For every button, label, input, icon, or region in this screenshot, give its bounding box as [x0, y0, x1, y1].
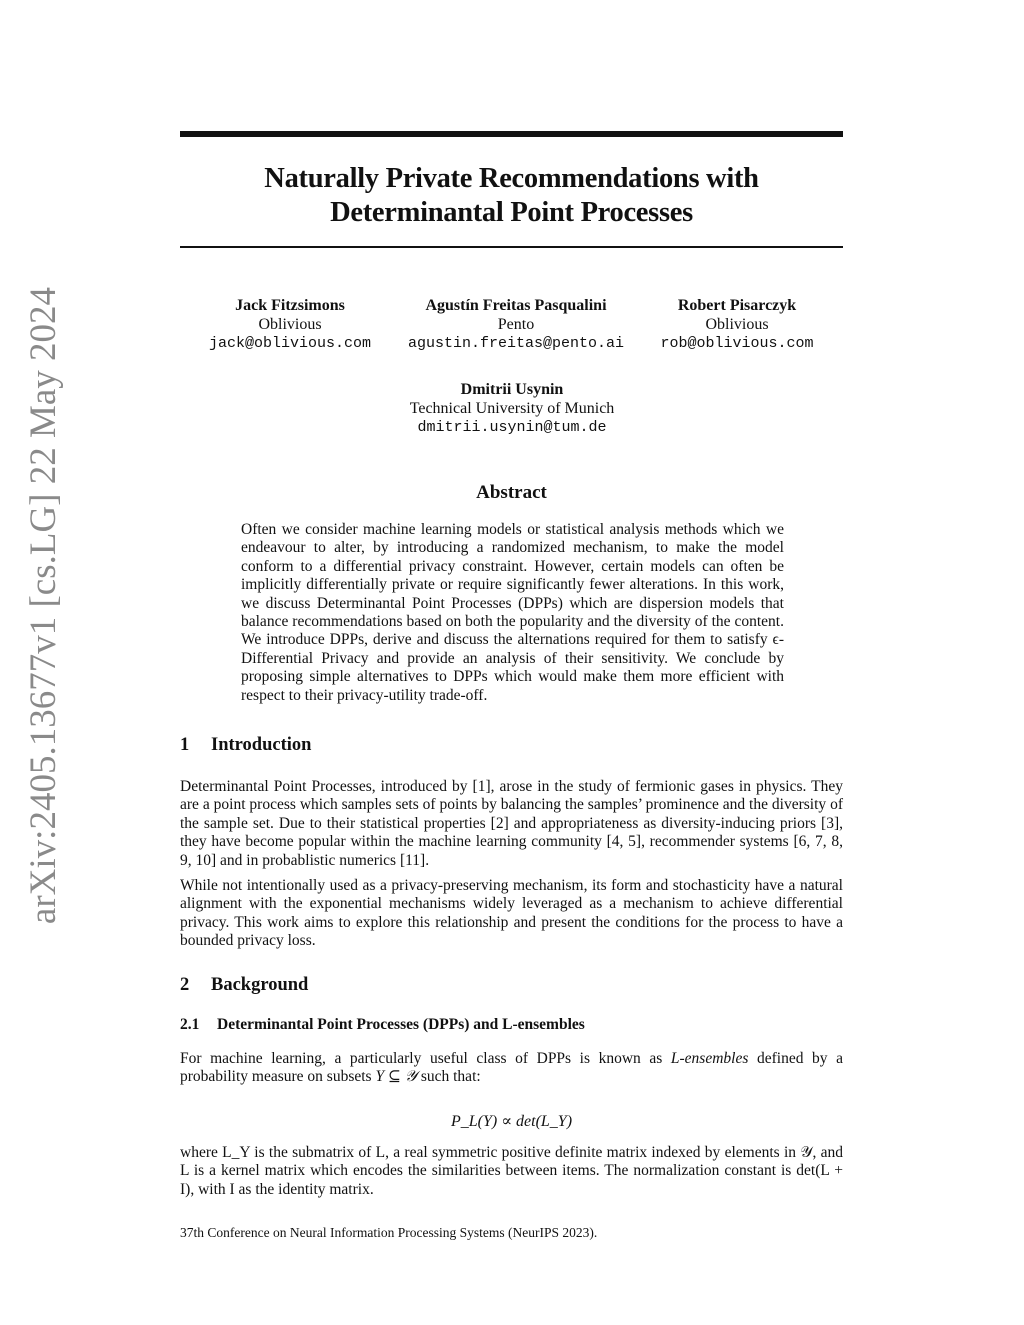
conference-footnote: 37th Conference on Neural Information Processing Systems (NeurIPS 2023).: [180, 1225, 598, 1240]
author-name: Robert Pisarczyk: [677, 297, 797, 314]
abstract-text: Often we consider machine learning models or statistical analysis methods which we endeavour to alter, by introducing a randomized mechanism, to make the model conform to a differential privacy constraint. However, certain models can often be implicitly differentially private or require significantly fewer alterations. In this work, we discuss Determinantal Point Processes (DPPs) which are dispersion models that balance recommendations based on both the popularity and the diversity of the content. We introduce DPPs, derive and discuss the alternations required for them to satisfy ϵ-Differential Privacy and provide an analysis of their sensitivity. We conclude by proposing simple alternatives to DPPs which would make them more efficient with respect to their privacy-utility trade-off.: [241, 521, 784, 704]
equation: P_L(Y) ∝ det(L_Y): [450, 1113, 573, 1130]
author-affiliation: Oblivious: [258, 316, 322, 333]
author-block: [382, 380, 642, 437]
section-number: 1: [180, 735, 190, 755]
author-email: agustin.freitas@pento.ai: [407, 335, 625, 352]
section-heading-background: [180, 975, 308, 996]
author-name: Agustín Freitas Pasqualini: [425, 297, 607, 314]
author-block: [200, 296, 380, 353]
section-title: Introduction: [211, 735, 312, 755]
intro-paragraph-1: Determinantal Point Processes, introduced by [1], arose in the study of fermionic gases in physics. They are a point process which samples sets of points by balancing the samples’ prominence and the diversity of the sample set. Due to their statistical properties [2] and appropriateness as diversity-inducing priors [3], they have become popular within the machine learning community [4, 5], recommender systems [6, 7, 8, 9, 10] and in probablistic numerics [11].: [180, 778, 843, 869]
para-text: defined by a probability measure on subsets: [180, 1050, 844, 1086]
title-bottom-rule: [180, 246, 843, 248]
abstract-heading: Abstract: [476, 482, 547, 503]
title-top-rule: [180, 131, 843, 137]
subsection-number: 2.1: [180, 1016, 200, 1033]
para-emphasis: L-ensembles: [670, 1050, 749, 1067]
section-number: 2: [180, 975, 190, 995]
arxiv-identifier: [20, 286, 68, 924]
author-email: jack@oblivious.com: [208, 335, 372, 352]
inline-math: Y ⊆ 𝒴: [375, 1068, 417, 1086]
title-line-1: Naturally Private Recommendations with: [264, 163, 759, 194]
author-affiliation: Technical University of Munich: [409, 400, 615, 417]
author-block: [400, 296, 632, 353]
section-title: Background: [211, 975, 309, 995]
author-block: [652, 296, 822, 353]
subsection-title: Determinantal Point Processes (DPPs) and L-ensembles: [217, 1016, 585, 1033]
intro-paragraph-2: While not intentionally used as a privacy-preserving mechanism, its form and stochasticity have a natural alignment with the exponential mechanisms widely leveraged as a mechanism to achieve differential privacy. This work aims to explore this relationship and present the conditions for the process to have a bounded privacy loss.: [180, 877, 843, 950]
author-email: dmitrii.usynin@tum.de: [417, 419, 607, 436]
paper-title: [180, 162, 843, 230]
author-name: Jack Fitzsimons: [235, 297, 345, 314]
para-text: such that:: [416, 1068, 481, 1086]
background-paragraph-2: where L_Y is the submatrix of L, a real symmetric positive definite matrix indexed by elements in 𝒴, and L is a kernel matrix which encodes the similarities between items. The normalization constant is det(L + I), with I as the identity matrix.: [180, 1144, 843, 1198]
section-heading-introduction: [180, 735, 311, 756]
author-affiliation: Pento: [497, 316, 535, 333]
author-affiliation: Oblivious: [705, 316, 769, 333]
title-line-2: Determinantal Point Processes: [330, 197, 693, 228]
para-text: For machine learning, a particularly useful class of DPPs is known as: [180, 1050, 671, 1067]
author-email: rob@oblivious.com: [660, 335, 814, 352]
subsection-heading: [180, 1016, 585, 1034]
background-paragraph-1: [180, 1050, 843, 1087]
arxiv-identifier-text: arXiv:2405.13677v1 [cs.LG] 22 May 2024: [23, 286, 65, 924]
author-name: Dmitrii Usynin: [460, 381, 564, 398]
